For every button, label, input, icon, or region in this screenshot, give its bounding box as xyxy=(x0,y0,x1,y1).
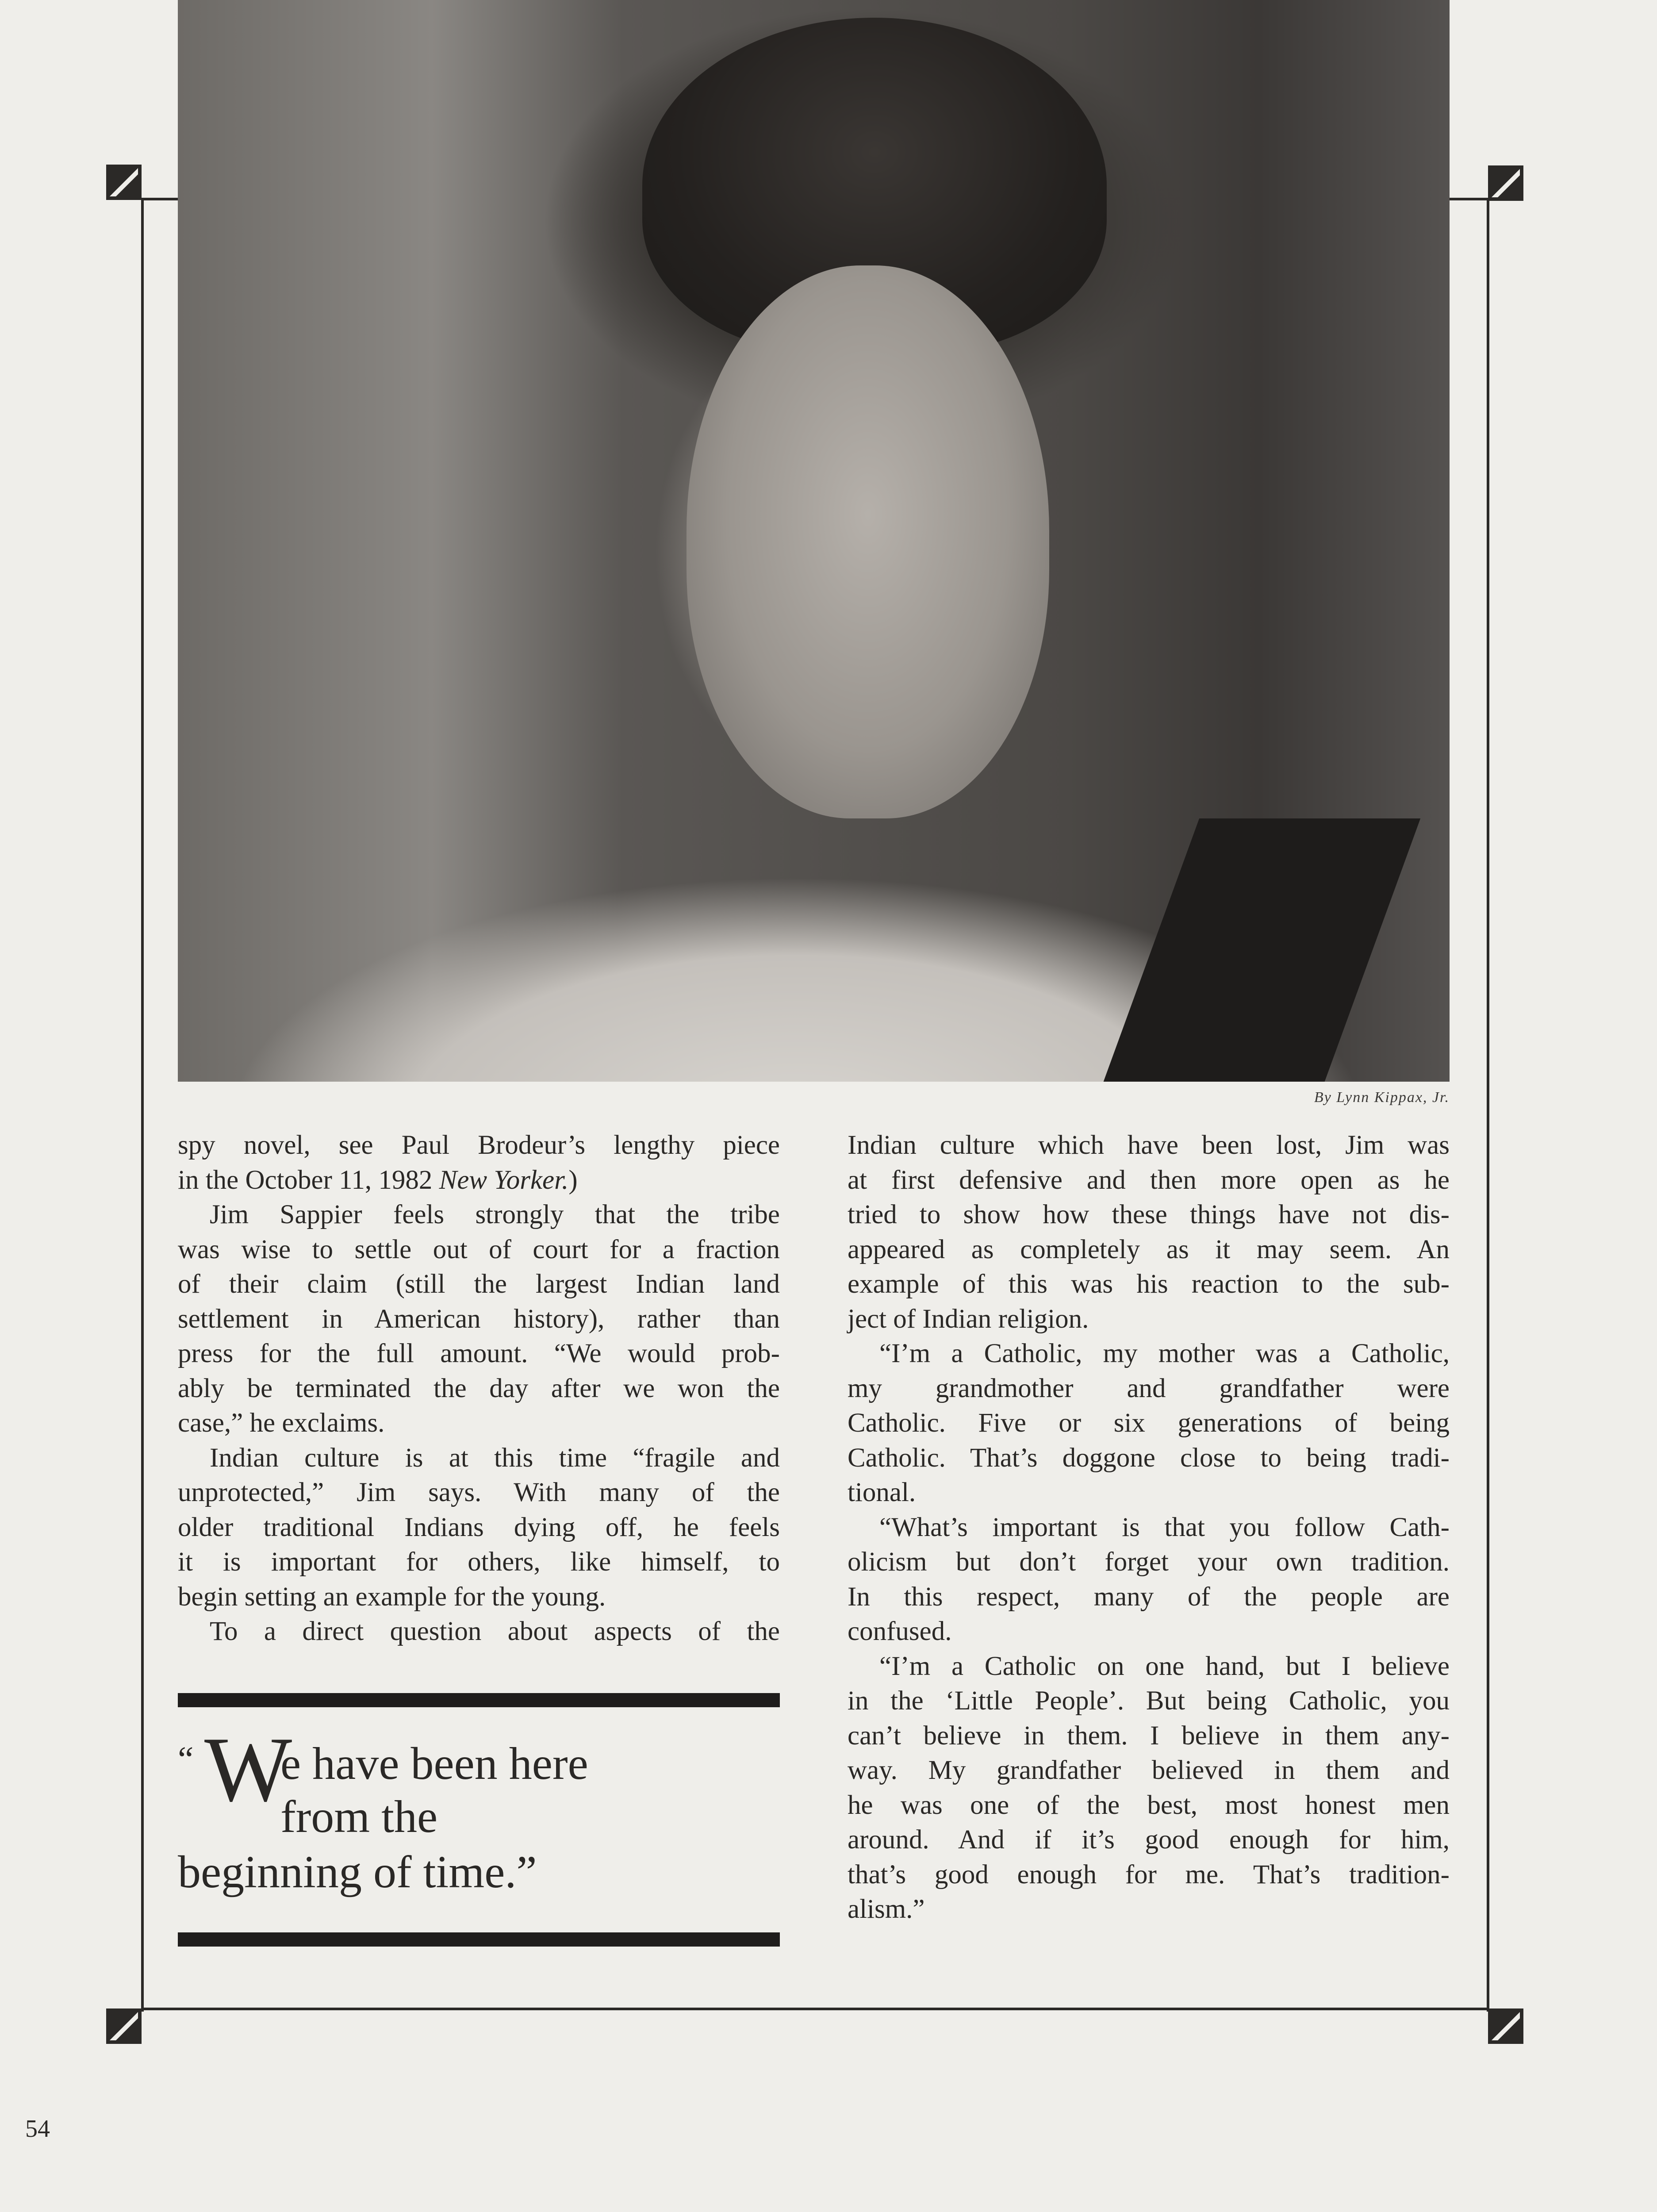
text-line: “What’s important is that you follow Cath- xyxy=(879,1512,1450,1542)
text-line: olicism but don’t forget your own tradition. xyxy=(848,1547,1450,1577)
frame-top-left-line xyxy=(142,198,178,200)
text-line: appeared as completely as it may seem. An xyxy=(848,1234,1450,1264)
frame-left-line xyxy=(141,198,144,2012)
text-line: In this respect, many of the people are xyxy=(848,1582,1450,1612)
text-line: alism.” xyxy=(848,1894,925,1924)
text-line: “I’m a Catholic on one hand, but I believe xyxy=(879,1651,1450,1681)
text-line: Indian culture is at this time “fragile and xyxy=(210,1443,780,1473)
photo-face xyxy=(687,265,1049,818)
frame-top-right-line xyxy=(1450,198,1489,200)
corner-ornament-icon xyxy=(106,2008,142,2044)
pull-quote-line: beginning of time.” xyxy=(178,1847,537,1897)
pull-quote-line: from the xyxy=(280,1791,438,1842)
text-line: settlement in American history), rather than xyxy=(178,1304,780,1334)
text-line: in the ‘Little People’. But being Catholic, you xyxy=(848,1686,1450,1716)
text-line: he was one of the best, most honest men xyxy=(848,1790,1450,1820)
pull-quote-bottom-rule xyxy=(178,1932,780,1947)
text-line: can’t believe in them. I believe in them any- xyxy=(848,1720,1450,1751)
corner-ornament-icon xyxy=(1488,2008,1523,2044)
text-line: was wise to settle out of court for a fraction xyxy=(178,1234,780,1264)
text-line: unprotected,” Jim says. With many of the xyxy=(178,1478,780,1507)
corner-ornament-icon xyxy=(1488,165,1523,201)
pull-quote-top-rule xyxy=(178,1693,780,1707)
text-line: To a direct question about aspects of the xyxy=(210,1617,780,1646)
corner-ornament-icon xyxy=(106,165,142,200)
text-line: spy novel, see Paul Brodeur’s lengthy piece xyxy=(178,1130,780,1160)
text-line: “I’m a Catholic, my mother was a Catholic, xyxy=(879,1339,1450,1368)
pull-quote-open-mark: “ xyxy=(178,1740,194,1779)
text-line: Catholic. Five or six generations of being xyxy=(848,1408,1450,1438)
text-line: way. My grandfather believed in them and xyxy=(848,1755,1450,1785)
text-line: press for the full amount. “We would prob- xyxy=(178,1339,780,1368)
text-line: of their claim (still the largest Indian land xyxy=(178,1269,780,1299)
page-number: 54 xyxy=(25,2115,50,2143)
text-line: around. And if it’s good enough for him, xyxy=(848,1825,1450,1855)
text-line: case,” he exclaims. xyxy=(178,1408,385,1438)
text-line: Jim Sappier feels strongly that the tribe xyxy=(210,1200,780,1229)
text-line: Catholic. That’s doggone close to being tradi- xyxy=(848,1443,1450,1473)
text-line: at first defensive and then more open as he xyxy=(848,1165,1450,1195)
frame-right-line xyxy=(1487,198,1489,2012)
text-line: ject of Indian religion. xyxy=(848,1304,1089,1334)
text-line: tional. xyxy=(848,1478,916,1507)
left-text-column xyxy=(178,1128,780,1649)
text-line: begin setting an example for the young. xyxy=(178,1582,606,1612)
text-line: Indian culture which have been lost, Jim was xyxy=(848,1130,1450,1160)
text-line: in the October 11, 1982 New Yorker.) xyxy=(178,1165,578,1195)
text-line: tried to show how these things have not dis- xyxy=(848,1200,1450,1229)
text-line: it is important for others, like himself, to xyxy=(178,1547,780,1577)
pull-quote-drop-cap: W xyxy=(204,1718,292,1821)
text-line: older traditional Indians dying off, he feels xyxy=(178,1512,780,1542)
text-line: that’s good enough for me. That’s tradition- xyxy=(848,1859,1450,1889)
right-text-column xyxy=(848,1128,1450,1927)
text-line: confused. xyxy=(848,1617,952,1646)
text-line: ably be terminated the day after we won the xyxy=(178,1373,780,1403)
text-line: example of this was his reaction to the sub- xyxy=(848,1269,1450,1299)
text-line: my grandmother and grandfather were xyxy=(848,1373,1450,1403)
pull-quote-line: e have been here xyxy=(280,1738,588,1789)
frame-bottom-line xyxy=(141,2008,1489,2010)
portrait-photo xyxy=(178,0,1450,1082)
photo-credit: By Lynn Kippax, Jr. xyxy=(1314,1089,1450,1106)
